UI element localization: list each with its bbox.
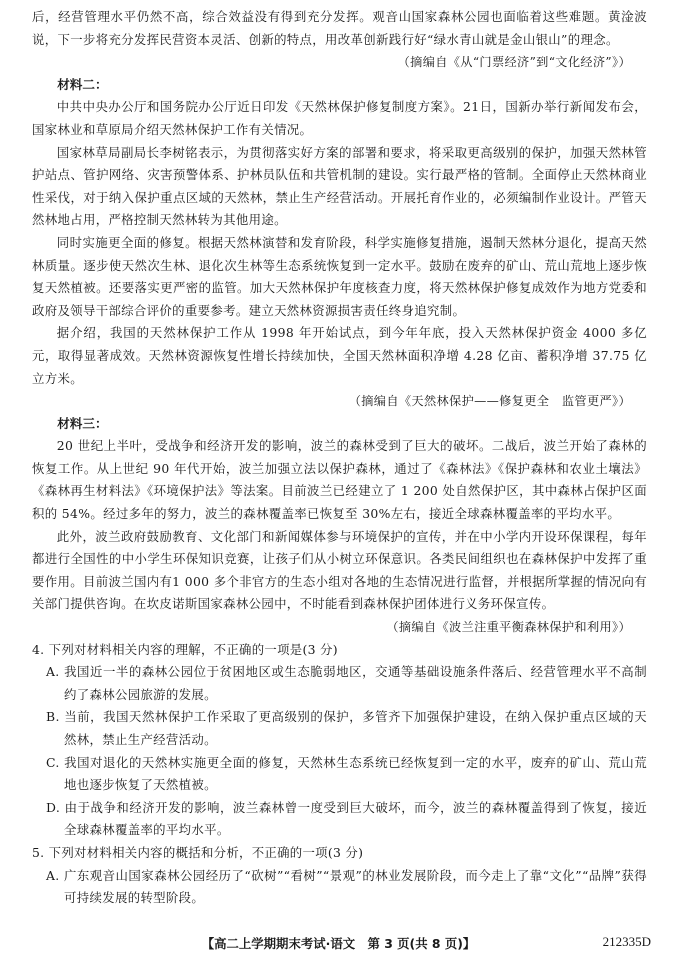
material-2-paragraph-2: 国家林草局副局长李树铭表示，为贯彻落实好方案的部署和要求，将采取更高级别的保护，加强天然林管护站点、管护网络、灾害预警体系、护林员队伍和共管机制的建设。实行最严格的管制。全面停止天然林商业性采伐，对于纳入保护重点区域的天然林，禁止生产经营活动。开展托育作业的，必须编制作业设计。严管天然林地占用，严格控制天然林转为其他用途。: [32, 144, 647, 228]
question-4-option-d: D. 由于战争和经济开发的影响，波兰森林曾一度受到巨大破坏，而今，波兰的森林覆盖得到了恢复，接近全球森林覆盖率的平均水平。: [46, 799, 647, 838]
material-2-heading: 材料二：: [57, 76, 108, 92]
material-3-heading: 材料三：: [57, 415, 108, 431]
material-2-paragraph-3: 同时实施更全面的修复。根据天然林演替和发育阶段，科学实施修复措施，遏制天然林分退化，提高天然林质量。逐步使天然次生林、退化次生林等生态系统恢复到一定水平。鼓励在废弃的矿山、荒山荒地上逐步恢复天然植被。还要落实更严密的监管。加大天然林保护年度核查力度，将天然林保护修复成效作为地方党委和政府及领导干部综合评价的重要参考。建立天然林资源损害责任终身追究制。: [32, 234, 647, 318]
material-3-paragraph-1: 20 世纪上半叶，受战争和经济开发的影响，波兰的森林受到了巨大的破坏。二战后，波兰开始了森林的恢复工作。从上世纪 90 年代开始，波兰加强立法以保护森林，通过了《森林法》《保护森林和农业土壤法》《森林再生材料法》《环境保护法》等法案。目前波兰已经建立了 1 200 处自然保护区，其中森林占保护区面积的 54%。经过多年的努力，波兰的森林覆盖率已恢复至 30%左右，接近全球森林覆盖率的平均水平。: [32, 438, 647, 522]
material-2-paragraph-1: 中共中央办公厅和国务院办公厅近日印发《天然林保护修复制度方案》。21日，国新办举行新闻发布会，国家林业和草原局介绍天然林保护工作有关情况。: [32, 99, 647, 137]
question-4-option-a: A. 我国近一半的森林公园位于贫困地区或生态脆弱地区，交通等基础设施条件落后、经营管理水平不高制约了森林公园旅游的发展。: [46, 664, 647, 702]
source-citation-2: （摘编自《天然林保护——修复更全 监管更严》）: [348, 394, 631, 409]
question-5-stem: 5. 下列对材料相关内容的概括和分析，不正确的一项(3 分): [32, 844, 364, 860]
question-4-option-b: B. 当前，我国天然林保护工作采取了更高级别的保护，多管齐下加强保护建设，在纳入保护重点区域的天然林，禁止生产经营活动。: [46, 709, 647, 747]
material-3-paragraph-2: 此外，波兰政府鼓励教育、文化部门和新闻媒体参与环境保护的宣传，并在中小学内开设环保课程，每年都进行全国性的中小学生环保知识竞赛，让孩子们从小树立环保意识。各类民间组织也在森林保护中发挥了重要作用。目前波兰国内有1 000 多个非官方的生态小组对各地的生态情况进行监督，并根据所掌握的情况向有关部门提供咨询。在坎皮诺斯国家森林公园中，不时能看到森林保护团体进行义务环保宣传。: [32, 528, 647, 612]
question-4-stem: 4. 下列对材料相关内容的理解，不正确的一项是(3 分): [32, 641, 338, 657]
question-5-option-a: A. 广东观音山国家森林公园经历了“砍树”“看树”“景观”的林业发展阶段，而今走上了靠“文化”“品牌”获得可持续发展的转型阶段。: [46, 867, 647, 906]
source-citation-3: （摘编自《波兰注重平衡森林保护和利用》）: [386, 620, 631, 635]
source-citation-1: （摘编自《从“门票经济”到“文化经济”》）: [397, 55, 631, 70]
continued-paragraph: 后，经营管理水平仍然不高，综合效益没有得到充分发挥。观音山国家森林公园也面临着这些难题。黄淦波说，下一步将充分发挥民营资本灵活、创新的特点，用改革创新践行好“绿水青山就是金山银山”的理念。: [32, 9, 647, 47]
page-footer: [0, 934, 677, 954]
material-2-paragraph-4: 据介绍，我国的天然林保护工作从 1998 年开始试点，到今年年底，投入天然林保护资金 4000 多亿元，取得显著成效。天然林资源恢复性增长持续加快，全国天然林面积净增 4.28 亿亩、蓄积净增 37.75 亿立方米。: [32, 325, 647, 386]
question-4-option-c: C. 我国对退化的天然林实施更全面的修复，天然林生态系统已经恢复到一定的水平，废弃的矿山、荒山荒地也逐步恢复了天然植被。: [46, 754, 647, 793]
footer-page-info: 【高二上学期期末考试·语文 第 3 页(共 8 页)】: [201, 936, 476, 951]
footer-exam-code: 212335D: [602, 934, 651, 949]
